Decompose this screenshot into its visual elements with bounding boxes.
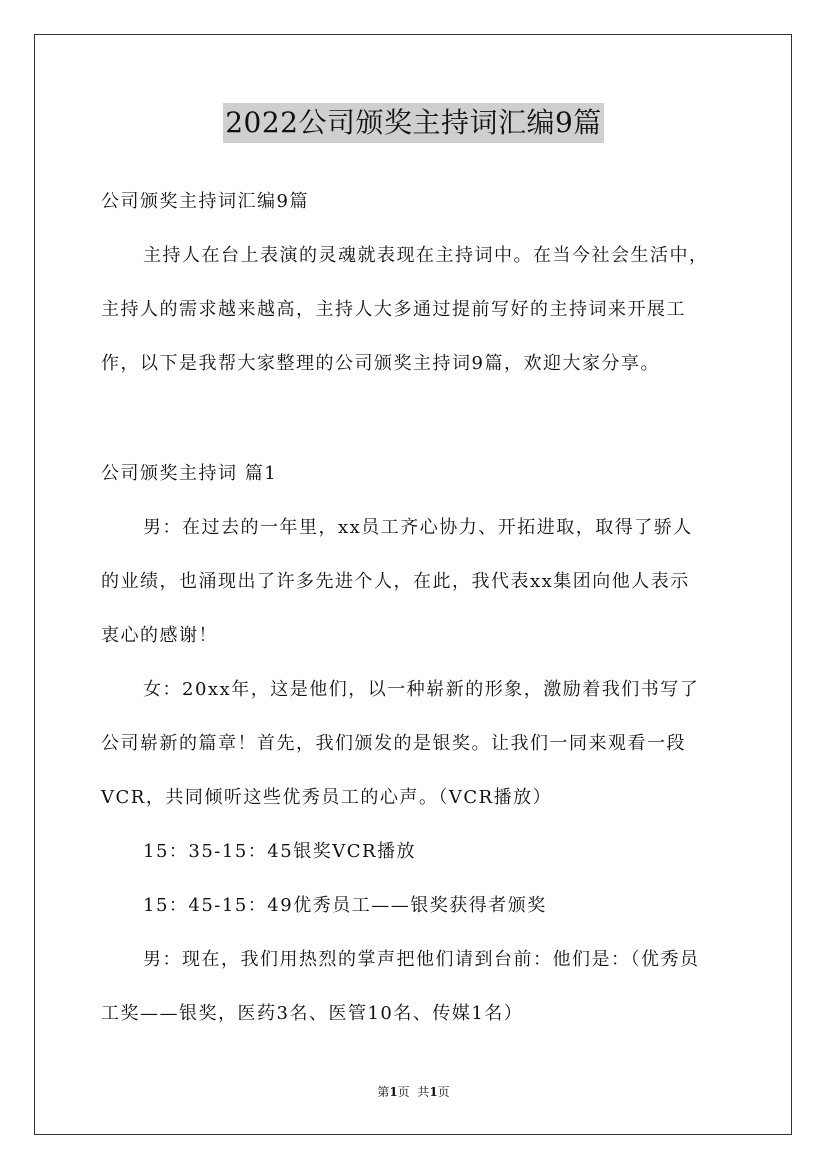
footer-page-suffix: 页 <box>437 1085 450 1099</box>
paragraph-gap <box>101 391 741 447</box>
paragraph-line: 的业绩，也涌现出了许多先进个人，在此，我代表xx集团向他人表示 <box>101 571 690 592</box>
paragraph-line: 15：45-15：49优秀员工——银奖获得者颁奖 <box>143 895 547 916</box>
footer-total-pages: 1 <box>429 1085 438 1099</box>
footer-page-number: 1 <box>389 1085 398 1099</box>
paragraph-line: 主持人在台上表演的灵魂就表现在主持词中。在当今社会生活中， <box>143 245 709 266</box>
section-heading: 公司颁奖主持词 篇1 <box>101 463 278 484</box>
paragraph-line: 15：35-15：45银奖VCR播放 <box>143 841 417 862</box>
document-body <box>101 175 741 1041</box>
paragraph-line: 男：在过去的一年里，xx员工齐心协力、开拓进取，取得了骄人 <box>143 517 693 538</box>
intro-heading: 公司颁奖主持词汇编9篇 <box>101 191 309 212</box>
footer-page-prefix: 第 <box>377 1085 390 1099</box>
paragraph-line: 女：20xx年，这是他们，以一种崭新的形象，激励着我们书写了 <box>143 679 700 700</box>
document-title-wrap <box>0 103 827 143</box>
paragraph-line: 男：现在，我们用热烈的掌声把他们请到台前：他们是：（优秀员 <box>143 949 700 970</box>
paragraph-line: 公司崭新的篇章！首先，我们颁发的是银奖。让我们一同来观看一段 <box>101 733 686 754</box>
paragraph-line: 主持人的需求越来越高，主持人大多通过提前写好的主持词来开展工 <box>101 299 686 320</box>
page-footer <box>0 1082 827 1102</box>
document-title: 2022公司颁奖主持词汇编9篇 <box>223 103 604 143</box>
paragraph-line: 作，以下是我帮大家整理的公司颁奖主持词9篇，欢迎大家分享。 <box>101 353 660 374</box>
paragraph-line: 工奖——银奖，医药3名、医管10名、传媒1名） <box>101 1003 524 1024</box>
paragraph-line: VCR，共同倾听这些优秀员工的心声。（VCR播放） <box>101 787 553 808</box>
footer-page-mid: 页 共 <box>397 1085 430 1099</box>
paragraph-line: 衷心的感谢！ <box>101 625 218 646</box>
